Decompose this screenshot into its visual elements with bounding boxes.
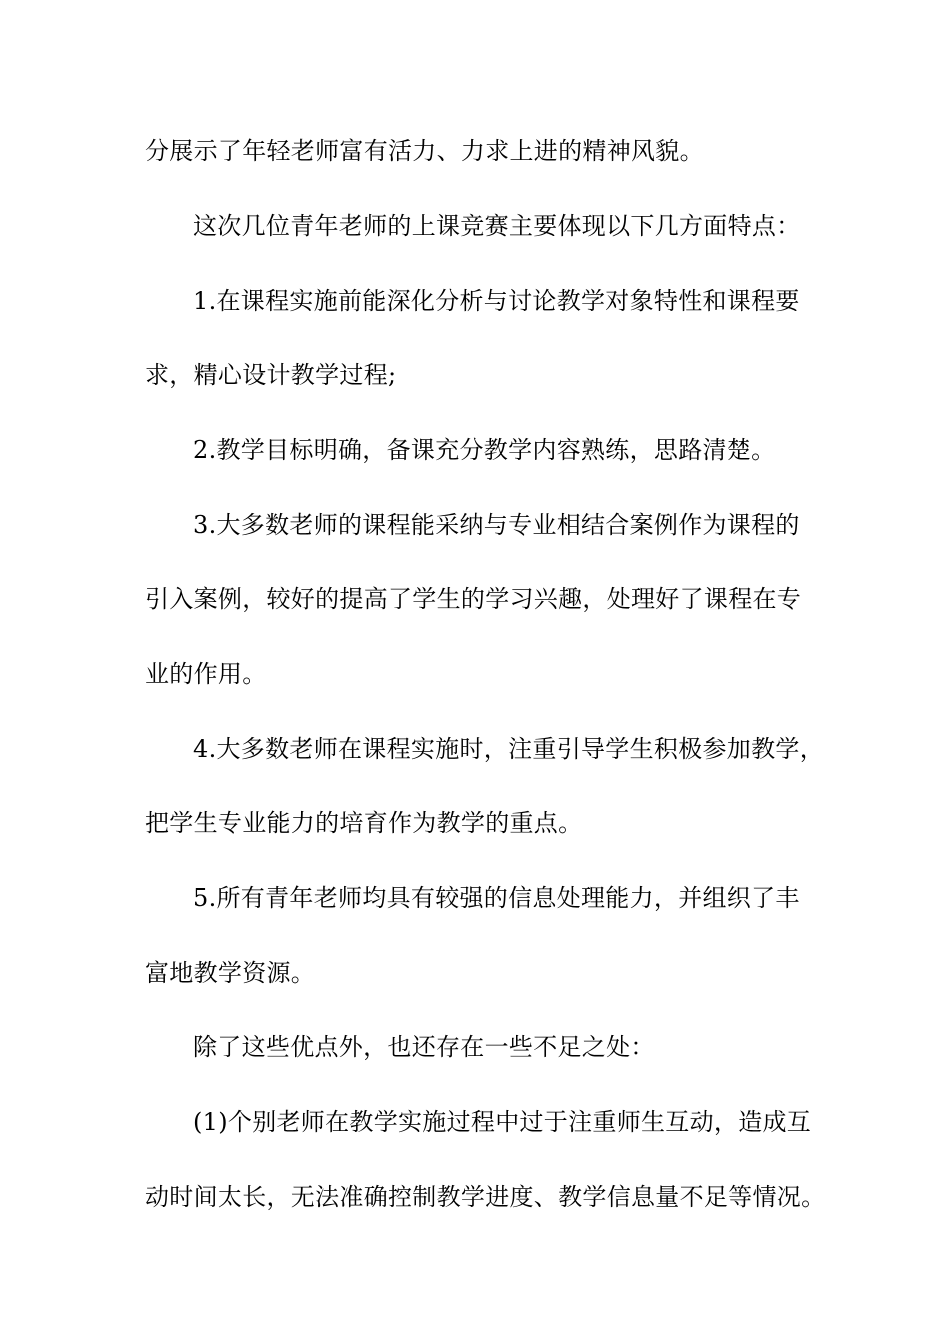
text-line: 分展示了年轻老师富有活力、力求上进的精神风貌。 [145,137,704,165]
text-line: 4.大多数老师在课程实施时，注重引导学生积极参加教学， [193,735,824,763]
text-line: 这次几位青年老师的上课竞赛主要体现以下几方面特点： [193,212,801,240]
text-line: 除了这些优点外，也还存在一些不足之处： [193,1033,655,1061]
text-line: 业的作用。 [145,660,267,688]
text-line: 1.在课程实施前能深化分析与讨论教学对象特性和课程要 [193,287,800,315]
text-line: 5.所有青年老师均具有较强的信息处理能力，并组织了丰 [193,884,800,912]
text-line: 2.教学目标明确，备课充分教学内容熟练，思路清楚。 [193,436,776,464]
text-line: 把学生专业能力的培育作为教学的重点。 [145,809,583,837]
text-line: 富地教学资源。 [145,959,316,987]
text-line: (1)个别老师在教学实施过程中过于注重师生互动，造成互 [193,1108,812,1136]
text-line: 求，精心设计教学过程; [145,361,397,389]
text-line: 动时间太长，无法准确控制教学进度、教学信息量不足等情况。 [145,1183,826,1211]
text-line: 引入案例，较好的提高了学生的学习兴趣，处理好了课程在专 [145,585,802,613]
text-line: 3.大多数老师的课程能采纳与专业相结合案例作为课程的 [193,511,800,539]
